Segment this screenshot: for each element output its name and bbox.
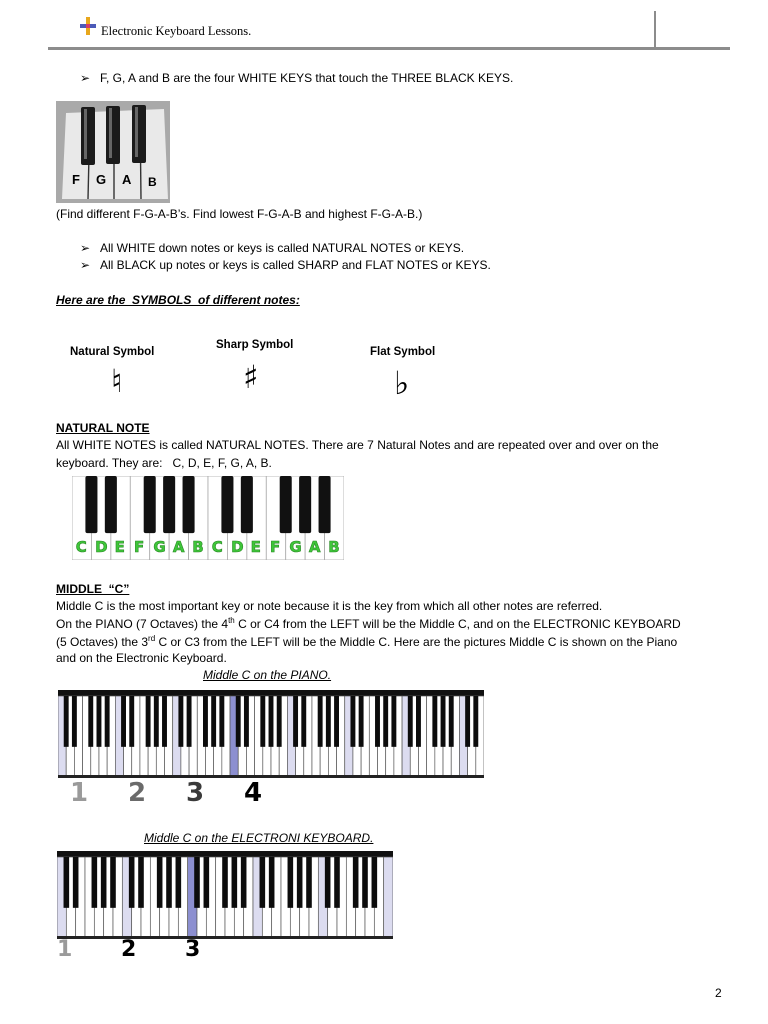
black-key: [236, 696, 241, 747]
natural-note-text: keyboard. They are: C, D, E, F, G, A, B.: [56, 456, 272, 470]
black-key: [101, 857, 107, 908]
black-key: [219, 696, 224, 747]
black-key: [129, 696, 134, 747]
black-key: [105, 696, 110, 747]
black-key: [110, 857, 116, 908]
fgab-letter: F: [72, 172, 80, 187]
flat-symbol-icon: ♭: [394, 364, 410, 402]
black-key: [269, 857, 275, 908]
bullet-text: All BLACK up notes or keys is called SHARP and FLAT NOTES or KEYS.: [100, 258, 491, 272]
note-label: C: [211, 538, 223, 556]
keyboard-caption: Middle C on the ELECTRONI KEYBOARD.: [144, 831, 374, 845]
arrow-bullet-icon: ➢: [80, 258, 91, 272]
black-key: [391, 696, 396, 747]
octave-number: 2: [121, 937, 137, 962]
octave-number: 2: [128, 778, 147, 808]
note-label: D: [231, 538, 244, 556]
note-label: F: [134, 538, 145, 556]
black-key: [299, 476, 311, 533]
black-key: [204, 857, 210, 908]
black-key: [362, 857, 368, 908]
bullet-item: [80, 241, 464, 255]
note-label: C: [75, 538, 87, 556]
black-key: [187, 696, 192, 747]
arrow-bullet-icon: ➢: [80, 241, 91, 255]
black-key: [121, 696, 126, 747]
note-label: G: [153, 538, 166, 556]
bullet-text: All WHITE down notes or keys is called NATURAL NOTES or KEYS.: [100, 241, 465, 255]
black-key: [325, 857, 331, 908]
black-key: [88, 696, 93, 747]
black-key: [146, 696, 151, 747]
black-key: [353, 857, 359, 908]
bullet-text: F, G, A and B are the four WHITE KEYS that touch the THREE BLACK KEYS.: [100, 71, 514, 85]
black-key: [277, 696, 282, 747]
octave-number: 1: [70, 778, 89, 808]
black-key: [260, 857, 266, 908]
black-key: [318, 696, 323, 747]
black-key: [97, 696, 102, 747]
black-key: [166, 857, 172, 908]
black-key: [244, 696, 249, 747]
black-key: [105, 476, 117, 533]
header-divider: [48, 47, 730, 50]
black-key: [157, 857, 163, 908]
middle-c-text: and on the Electronic Keyboard.: [56, 651, 227, 665]
page-number: 2: [715, 986, 722, 1000]
black-key: [301, 696, 306, 747]
natural-note-text: All WHITE NOTES is called NATURAL NOTES. There are 7 Natural Notes and are repeated over and over on the: [56, 438, 659, 452]
symbols-heading: Here are the SYMBOLS of different notes:: [56, 293, 300, 307]
header-title: Electronic Keyboard Lessons.: [101, 24, 252, 38]
natural-note-heading: NATURAL NOTE: [56, 421, 150, 435]
black-key: [416, 696, 421, 747]
symbols-panel: [56, 312, 456, 412]
keyboard-bottom-rail: [58, 775, 484, 778]
black-key: [232, 857, 238, 908]
octave-number: 3: [186, 778, 205, 808]
electronic-keyboard-image: [57, 851, 393, 967]
logo-icon: [80, 17, 96, 35]
black-key: [73, 857, 79, 908]
middle-c-heading: MIDDLE “C”: [56, 582, 130, 596]
black-key: [350, 696, 355, 747]
arrow-bullet-icon: ➢: [80, 71, 91, 85]
black-key: [269, 696, 274, 747]
black-key: [176, 857, 182, 908]
bullet-item: [80, 71, 513, 85]
header-logo: [80, 17, 96, 35]
black-key: [372, 857, 378, 908]
black-key: [326, 696, 331, 747]
note-label: B: [192, 538, 204, 556]
black-key: [280, 476, 292, 533]
white-key: [384, 857, 393, 937]
symbol-label: Sharp Symbol: [216, 339, 294, 351]
note-label: A: [308, 538, 321, 556]
black-key: [64, 857, 70, 908]
black-key: [144, 476, 156, 533]
octave-number: 3: [185, 937, 201, 962]
black-key: [432, 696, 437, 747]
fgab-caption: (Find different F-G-A-B’s. Find lowest F-G-A-B and highest F-G-A-B.): [56, 207, 423, 221]
piano-keyboard-image: [58, 690, 484, 810]
black-key: [194, 857, 200, 908]
black-key: [222, 857, 228, 908]
black-key: [408, 696, 413, 747]
fgab-letter: A: [122, 172, 132, 187]
black-key: [211, 696, 216, 747]
natural-symbol-icon: ♮: [111, 362, 123, 400]
black-key: [306, 857, 312, 908]
black-key: [441, 696, 446, 747]
symbol-label: Natural Symbol: [70, 346, 155, 358]
black-key: [241, 476, 253, 533]
black-key: [375, 696, 380, 747]
black-key: [162, 696, 167, 747]
fgab-keys-image: [56, 101, 170, 203]
black-key: [64, 696, 69, 747]
sharp-symbol-icon: ♯: [243, 358, 259, 396]
note-label: A: [172, 538, 185, 556]
black-key: [85, 476, 97, 533]
fgab-letter: B: [148, 175, 157, 189]
middle-c-text: (5 Octaves) the 3rd C or C3 from the LEFT will be the Middle C. Here are the pictures Middle C is shown on the Piano: [56, 634, 678, 649]
black-key: [129, 857, 135, 908]
black-key: [260, 696, 265, 747]
middle-c-text: On the PIANO (7 Octaves) the 4th C or C4 from the LEFT will be the Middle C, and on the ELECTRONIC KEYBOARD: [56, 616, 681, 631]
symbol-label: Flat Symbol: [370, 346, 436, 358]
black-key: [473, 696, 478, 747]
black-key: [183, 476, 195, 533]
black-key: [334, 857, 340, 908]
black-key: [203, 696, 208, 747]
black-key: [334, 696, 339, 747]
black-key: [383, 696, 388, 747]
bullet-item: [80, 258, 491, 272]
note-label: E: [250, 538, 261, 556]
black-key: [154, 696, 159, 747]
black-key: [72, 696, 77, 747]
black-key: [288, 857, 294, 908]
note-label: E: [114, 538, 125, 556]
black-key: [221, 476, 233, 533]
keyboard-bottom-rail: [57, 936, 393, 939]
black-key: [92, 857, 98, 908]
black-key: [163, 476, 175, 533]
header-vertical-rule: [654, 11, 656, 48]
black-key: [138, 857, 144, 908]
note-label: F: [270, 538, 281, 556]
black-key: [465, 696, 470, 747]
note-label: D: [95, 538, 108, 556]
black-key: [178, 696, 183, 747]
black-key: [319, 476, 331, 533]
note-label: B: [328, 538, 340, 556]
natural-keys-image: [72, 476, 344, 560]
black-key: [241, 857, 247, 908]
note-label: G: [289, 538, 302, 556]
middle-c-text: Middle C is the most important key or note because it is the key from which all other notes are referred.: [56, 599, 603, 613]
octave-number: 1: [57, 937, 73, 962]
octave-number: 4: [244, 778, 263, 808]
piano-caption: Middle C on the PIANO.: [203, 668, 332, 682]
black-key: [359, 696, 364, 747]
black-key: [293, 696, 298, 747]
fgab-letter: G: [96, 172, 107, 187]
black-key: [449, 696, 454, 747]
black-key: [297, 857, 303, 908]
